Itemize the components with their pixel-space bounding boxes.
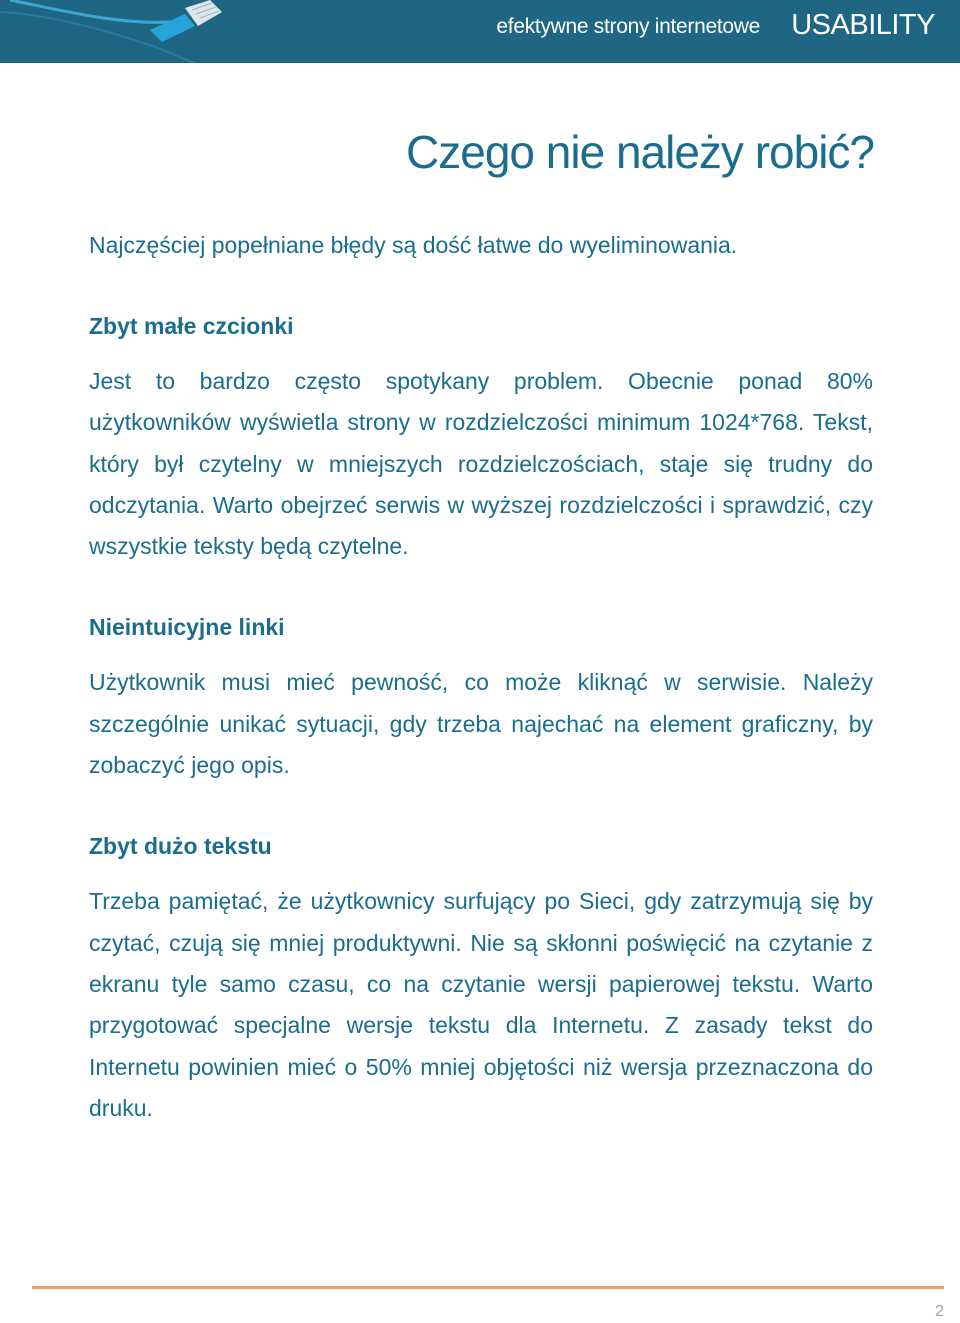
network-cable-icon [0, 0, 260, 63]
header-tagline: efektywne strony internetowe [496, 15, 760, 38]
page-number: 2 [935, 1303, 944, 1320]
page-header [0, 0, 960, 63]
section-small-fonts [89, 306, 873, 567]
section-body: Trzeba pamiętać, że użytkownicy surfujący po Sieci, gdy zatrzymują się by czytać, czują się mniej produktywni. Nie są skłonni poświęcić na czytanie z ekranu tyle samo czasu, co na czytanie wersji papierowej tekstu. Warto przygotować specjalne wersje tekstu dla Internetu. Z zasady tekst do Internetu powinien mieć o 50% mniej objętości niż wersja przeznaczona do druku. [89, 888, 873, 1121]
section-heading: Zbyt małe czcionki [89, 313, 294, 339]
section-unintuitive-links [89, 607, 873, 786]
header-brand: USABILITY [791, 9, 935, 41]
main-content [89, 225, 873, 1129]
section-heading: Nieintuicyjne linki [89, 614, 285, 641]
section-body: Jest to bardzo często spotykany problem. Obecnie ponad 80% użytkowników wyświetla strony w rozdzielczości minimum 1024*768. Tekst, który był czytelny w mniejszych rozdzielczościach, staje się trudny do odczytania. Warto obejrzeć serwis w wyższej rozdzielczości i sprawdzić, czy wszystkie teksty będą czytelne. [89, 368, 873, 560]
page-title: Czego nie należy robić? [406, 126, 874, 178]
section-heading: Zbyt dużo tekstu [89, 833, 272, 860]
section-too-much-text [89, 826, 873, 1129]
footer-divider [32, 1286, 944, 1289]
intro-text: Najczęściej popełniane błędy są dość łatwe do wyeliminowania. [89, 232, 738, 258]
section-body: Użytkownik musi mieć pewność, co może kliknąć w serwisie. Należy szczególnie unikać sytuacji, gdy trzeba najechać na element graficzny, by zobaczyć jego opis. [89, 669, 873, 779]
